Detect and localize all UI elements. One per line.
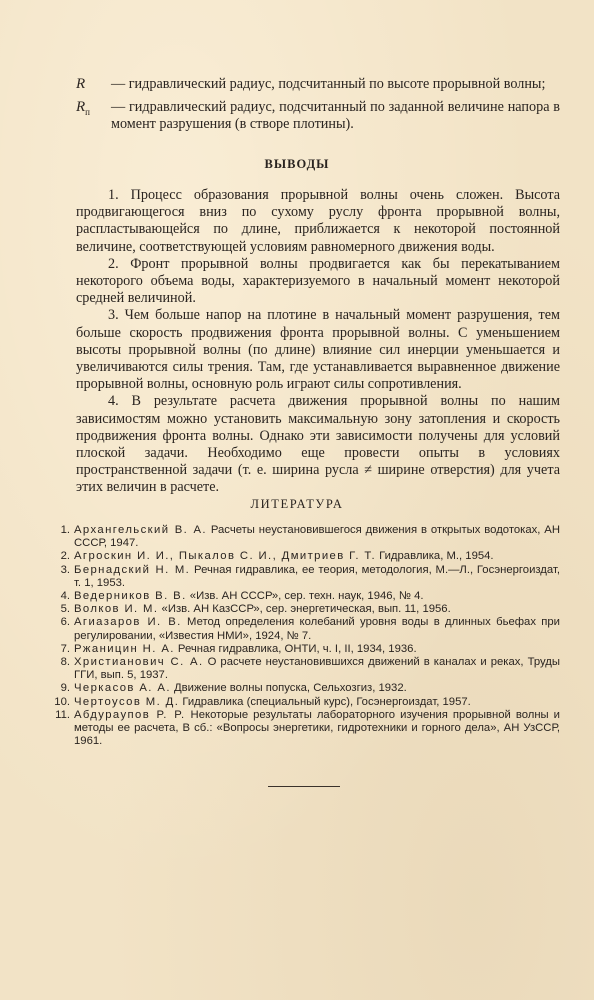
symbol-letter: R	[76, 76, 86, 92]
reference-title: Речная гидравлика, ОНТИ, ч. I, II, 1934, 1936.	[174, 642, 417, 655]
reference-item	[52, 696, 560, 709]
symbol-subscript: п	[85, 107, 90, 117]
reference-text	[74, 564, 560, 590]
reference-author: Чертоусов М. Д.	[74, 695, 180, 708]
reference-title: Речная гидравлика, ее теория, методология, М.—Л., Госэнергоиздат, т. 1, 1953.	[74, 563, 560, 589]
reference-title: Гидравлика, М., 1954.	[375, 550, 494, 563]
reference-text	[74, 709, 560, 749]
reference-number: 10.	[54, 695, 70, 708]
reference-item	[52, 524, 560, 550]
definition-symbol	[76, 99, 111, 133]
reference-author: Бернадский Н. М.	[74, 563, 191, 576]
reference-author: Абдураупов Р. Р.	[74, 708, 186, 721]
conclusion-paragraph: 2. Фронт прорывной волны продвигается как бы перекатыванием некоторого объема воды, характеризуемого в начальный момент некоторой средней величиной.	[76, 255, 560, 307]
reference-item	[52, 656, 560, 682]
reference-number: 8.	[60, 656, 70, 669]
reference-author: Архангельский В. А.	[74, 524, 207, 536]
reference-number: 9.	[60, 682, 70, 695]
conclusions-title: ВЫВОДЫ	[264, 157, 330, 171]
reference-number: 5.	[60, 603, 70, 616]
conclusion-paragraph: 1. Процесс образования прорывной волны очень сложен. Высота продвигающегося вниз по сухому руслу фронта прорывной волны, распластывающейся по длине, приближается к некоторой постоянной величине, соответствующей условиям равномерного движения воды.	[76, 187, 560, 255]
reference-title: Расчеты неустановившегося движения в открытых водотоках, АН СССР, 1947.	[74, 524, 560, 550]
reference-title: «Изв. АН СССР», сер. техн. наук, 1946, № 4.	[186, 590, 424, 603]
references-list	[52, 524, 560, 748]
references-title: ЛИТЕРАТУРА	[250, 497, 344, 511]
reference-title: Гидравлика (специальный курс), Госэнергоиздат, 1957.	[179, 695, 471, 708]
reference-text	[74, 643, 560, 656]
reference-item	[52, 550, 560, 563]
reference-text	[74, 550, 560, 563]
reference-text	[74, 603, 560, 616]
reference-author: Черкасов А. А.	[74, 682, 171, 695]
reference-item	[52, 564, 560, 590]
reference-number: 1.	[60, 524, 70, 536]
definition-text: — гидравлический радиус, подсчитанный по заданной величине напора в момент разрушения (в створе плотины).	[111, 99, 560, 132]
reference-item	[52, 616, 560, 642]
reference-author: Агиазаров И. В.	[74, 616, 182, 629]
symbol-letter: R	[76, 99, 86, 115]
definition-item	[76, 76, 560, 98]
reference-item	[52, 590, 560, 603]
reference-author: Агроскин И. И., Пыкалов С. И., Дмитриев Г. Т.	[74, 550, 376, 563]
reference-title: Некоторые результаты лабораторного изучения прорывной волны и методы ее расчета, В сб.: «Вопросы энергетики, гидротехники и горного дела», АН УзССР, 1961.	[74, 708, 560, 748]
reference-item	[52, 709, 560, 749]
reference-author: Ведерников В. В.	[74, 590, 187, 603]
reference-author: Ржаницин Н. А.	[74, 642, 175, 655]
reference-text	[74, 696, 560, 709]
definition-item	[76, 99, 560, 133]
reference-title: Движение волны попуска, Сельхозгиз, 1932.	[170, 682, 407, 695]
definition-symbol	[76, 76, 111, 98]
end-rule	[268, 786, 340, 787]
reference-text	[74, 590, 560, 603]
reference-number: 3.	[60, 563, 70, 576]
definitions-list	[76, 76, 560, 134]
reference-title: О расчете неустановившихся движений в каналах и реках, Труды ГГИ, вып. 5, 1937.	[74, 656, 560, 682]
reference-number: 2.	[60, 550, 70, 563]
reference-item	[52, 682, 560, 695]
reference-text	[74, 682, 560, 695]
reference-text	[74, 524, 560, 550]
reference-text	[74, 656, 560, 682]
reference-author: Волков И. М.	[74, 603, 159, 616]
reference-number: 7.	[60, 642, 70, 655]
definition-text: — гидравлический радиус, подсчитанный по высоте прорывной волны;	[111, 76, 546, 92]
reference-number: 11.	[55, 708, 70, 721]
conclusions-body	[76, 187, 560, 497]
reference-number: 4.	[60, 590, 70, 603]
reference-item	[52, 603, 560, 616]
reference-title: Метод определения колебаний уровня воды в длинных бьефах при регулировании, «Известия НМИ», 1924, № 7.	[74, 616, 560, 642]
reference-item	[52, 643, 560, 656]
reference-number: 6.	[60, 616, 70, 629]
reference-title: «Изв. АН КазССР», сер. энергетическая, вып. 11, 1956.	[158, 603, 451, 616]
conclusion-paragraph: 3. Чем больше напор на плотине в начальный момент разрушения, тем больше скорость продвижения фронта прорывной волны. С уменьшением высоты прорывной волны (по длине) влияние сил инерции уменьшается и увеличиваются силы трения. Там, где устанавливается выравненное движение прорывной волны, основную роль играют силы сопротивления.	[76, 307, 560, 393]
conclusion-paragraph: 4. В результате расчета движения прорывной волны по нашим зависимостям можно установить максимальную зону затопления и скорость продвижения фронта волны. Однако эти зависимости получены для условий плоской задачи. Необходимо еще провести опыты в условиях пространственной задачи (т. е. ширина русла ≠ ширине отверстия) для учета этих величин в расчете.	[76, 393, 560, 496]
reference-text	[74, 616, 560, 642]
reference-author: Христианович С. А.	[74, 656, 204, 669]
